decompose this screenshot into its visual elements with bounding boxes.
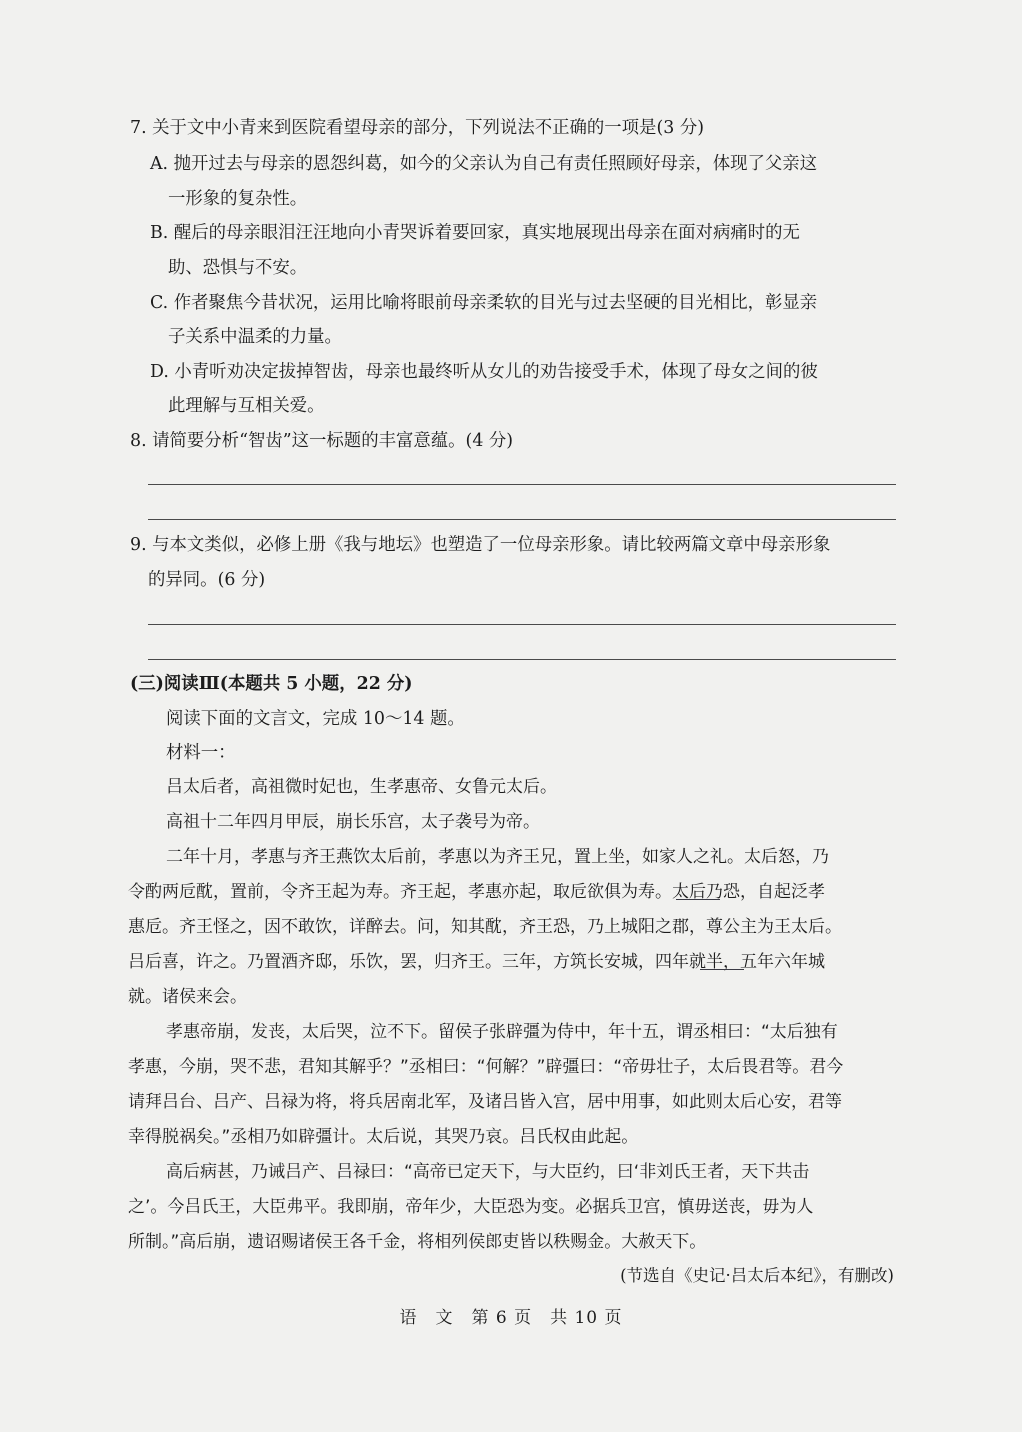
question-8: 8. 请简要分析“智齿”这一标题的丰富意蕴。(4 分) (130, 431, 514, 451)
passage-line: 孝惠，今崩，哭不悲，君知其解乎？”丞相曰：“何解？”辟彊曰：“帝毋壮子，太后畏君等。君今 (128, 1057, 844, 1077)
passage-line: 之’。今吕氏王，大臣弗平。我即崩，帝年少，大臣恐为变。必据兵卫宫，慎毋送丧，毋为人 (128, 1197, 814, 1217)
passage-line: 请拜吕台、吕产、吕禄为将，将兵居南北军，及诸吕皆入宫，居中用事，如此则太后心安，君等 (128, 1092, 842, 1112)
passage-line: 惠卮。齐王怪之，因不敢饮，详醉去。问，知其酖，齐王恐，乃上城阳之郡，尊公主为王太后。 (128, 917, 842, 937)
option-b-line-1: B. 醒后的母亲眼泪汪汪地向小青哭诉着要回家，真实地展现出母亲在面对病痛时的无 (150, 223, 800, 243)
passage-line: 吕太后者，高祖微时妃也，生孝惠帝、女鲁元太后。 (166, 777, 557, 797)
passage-line: 吕后喜，许之。乃置酒齐邸，乐饮，罢，归齐王。三年，方筑长安城，四年就半，五年六年城 (128, 952, 825, 972)
passage-line: 高后病甚，乃诫吕产、吕禄曰：“高帝已定天下，与大臣约，曰‘非刘氏王者，天下共击 (166, 1162, 810, 1182)
option-d-line-1: D. 小青听劝决定拔掉智齿，母亲也最终听从女儿的劝告接受手术，体现了母女之间的彼 (150, 362, 818, 382)
answer-line-q9-2 (148, 659, 896, 660)
question-9-line-2: 的异同。(6 分) (148, 570, 266, 590)
answer-line-q9-1 (148, 624, 896, 625)
passage-line: 令酌两卮酖，置前，令齐王起为寿。齐王起，孝惠亦起，取卮欲俱为寿。太后乃恐，自起泛孝 (128, 882, 825, 902)
passage-line: 二年十月，孝惠与齐王燕饮太后前，孝惠以为齐王兄，置上坐，如家人之礼。太后怒，乃 (166, 847, 829, 867)
handwritten-underline (700, 969, 744, 970)
option-d-line-2: 此理解与互相关爱。 (168, 396, 325, 416)
option-a-line-1: A. 抛开过去与母亲的恩怨纠葛，如今的父亲认为自己有责任照顾好母亲，体现了父亲这 (150, 154, 818, 174)
passage-line: 孝惠帝崩，发丧，太后哭，泣不下。留侯子张辟彊为侍中，年十五，谓丞相曰：“太后独有 (166, 1022, 838, 1042)
material-label: 材料一： (166, 743, 236, 763)
option-c-line-1: C. 作者聚焦今昔状况，运用比喻将眼前母亲柔软的目光与过去坚硬的目光相比，彰显亲 (150, 293, 818, 313)
section-heading: (三)阅读Ⅲ(本题共 5 小题，22 分) (130, 674, 413, 694)
passage-line: 就。诸侯来会。 (128, 987, 247, 1007)
source-citation: (节选自《史记·吕太后本纪》，有删改) (620, 1266, 894, 1285)
passage-line: 高祖十二年四月甲辰，崩长乐宫，太子袭号为帝。 (166, 812, 540, 832)
option-c-line-2: 子关系中温柔的力量。 (168, 327, 342, 347)
section-instruction: 阅读下面的文言文，完成 10～14 题。 (166, 709, 465, 729)
answer-line-q8-2 (148, 519, 896, 520)
passage-line: 所制。”高后崩，遗诏赐诸侯王各千金，将相列侯郎吏皆以秩赐金。大赦天下。 (128, 1232, 707, 1252)
question-9-line-1: 9. 与本文类似，必修上册《我与地坛》也塑造了一位母亲形象。请比较两篇文章中母亲形象 (130, 535, 831, 555)
passage-line: 幸得脱祸矣。”丞相乃如辟彊计。太后说，其哭乃哀。吕氏权由此起。 (128, 1127, 639, 1147)
option-a-line-2: 一形象的复杂性。 (168, 189, 308, 209)
option-b-line-2: 助、恐惧与不安。 (168, 258, 308, 278)
question-7-stem: 7. 关于文中小青来到医院看望母亲的部分，下列说法不正确的一项是(3 分) (130, 118, 705, 138)
answer-line-q8-1 (148, 484, 896, 485)
page-footer: 语 文 第 6 页 共 10 页 (399, 1308, 623, 1328)
handwritten-underline (676, 899, 720, 900)
